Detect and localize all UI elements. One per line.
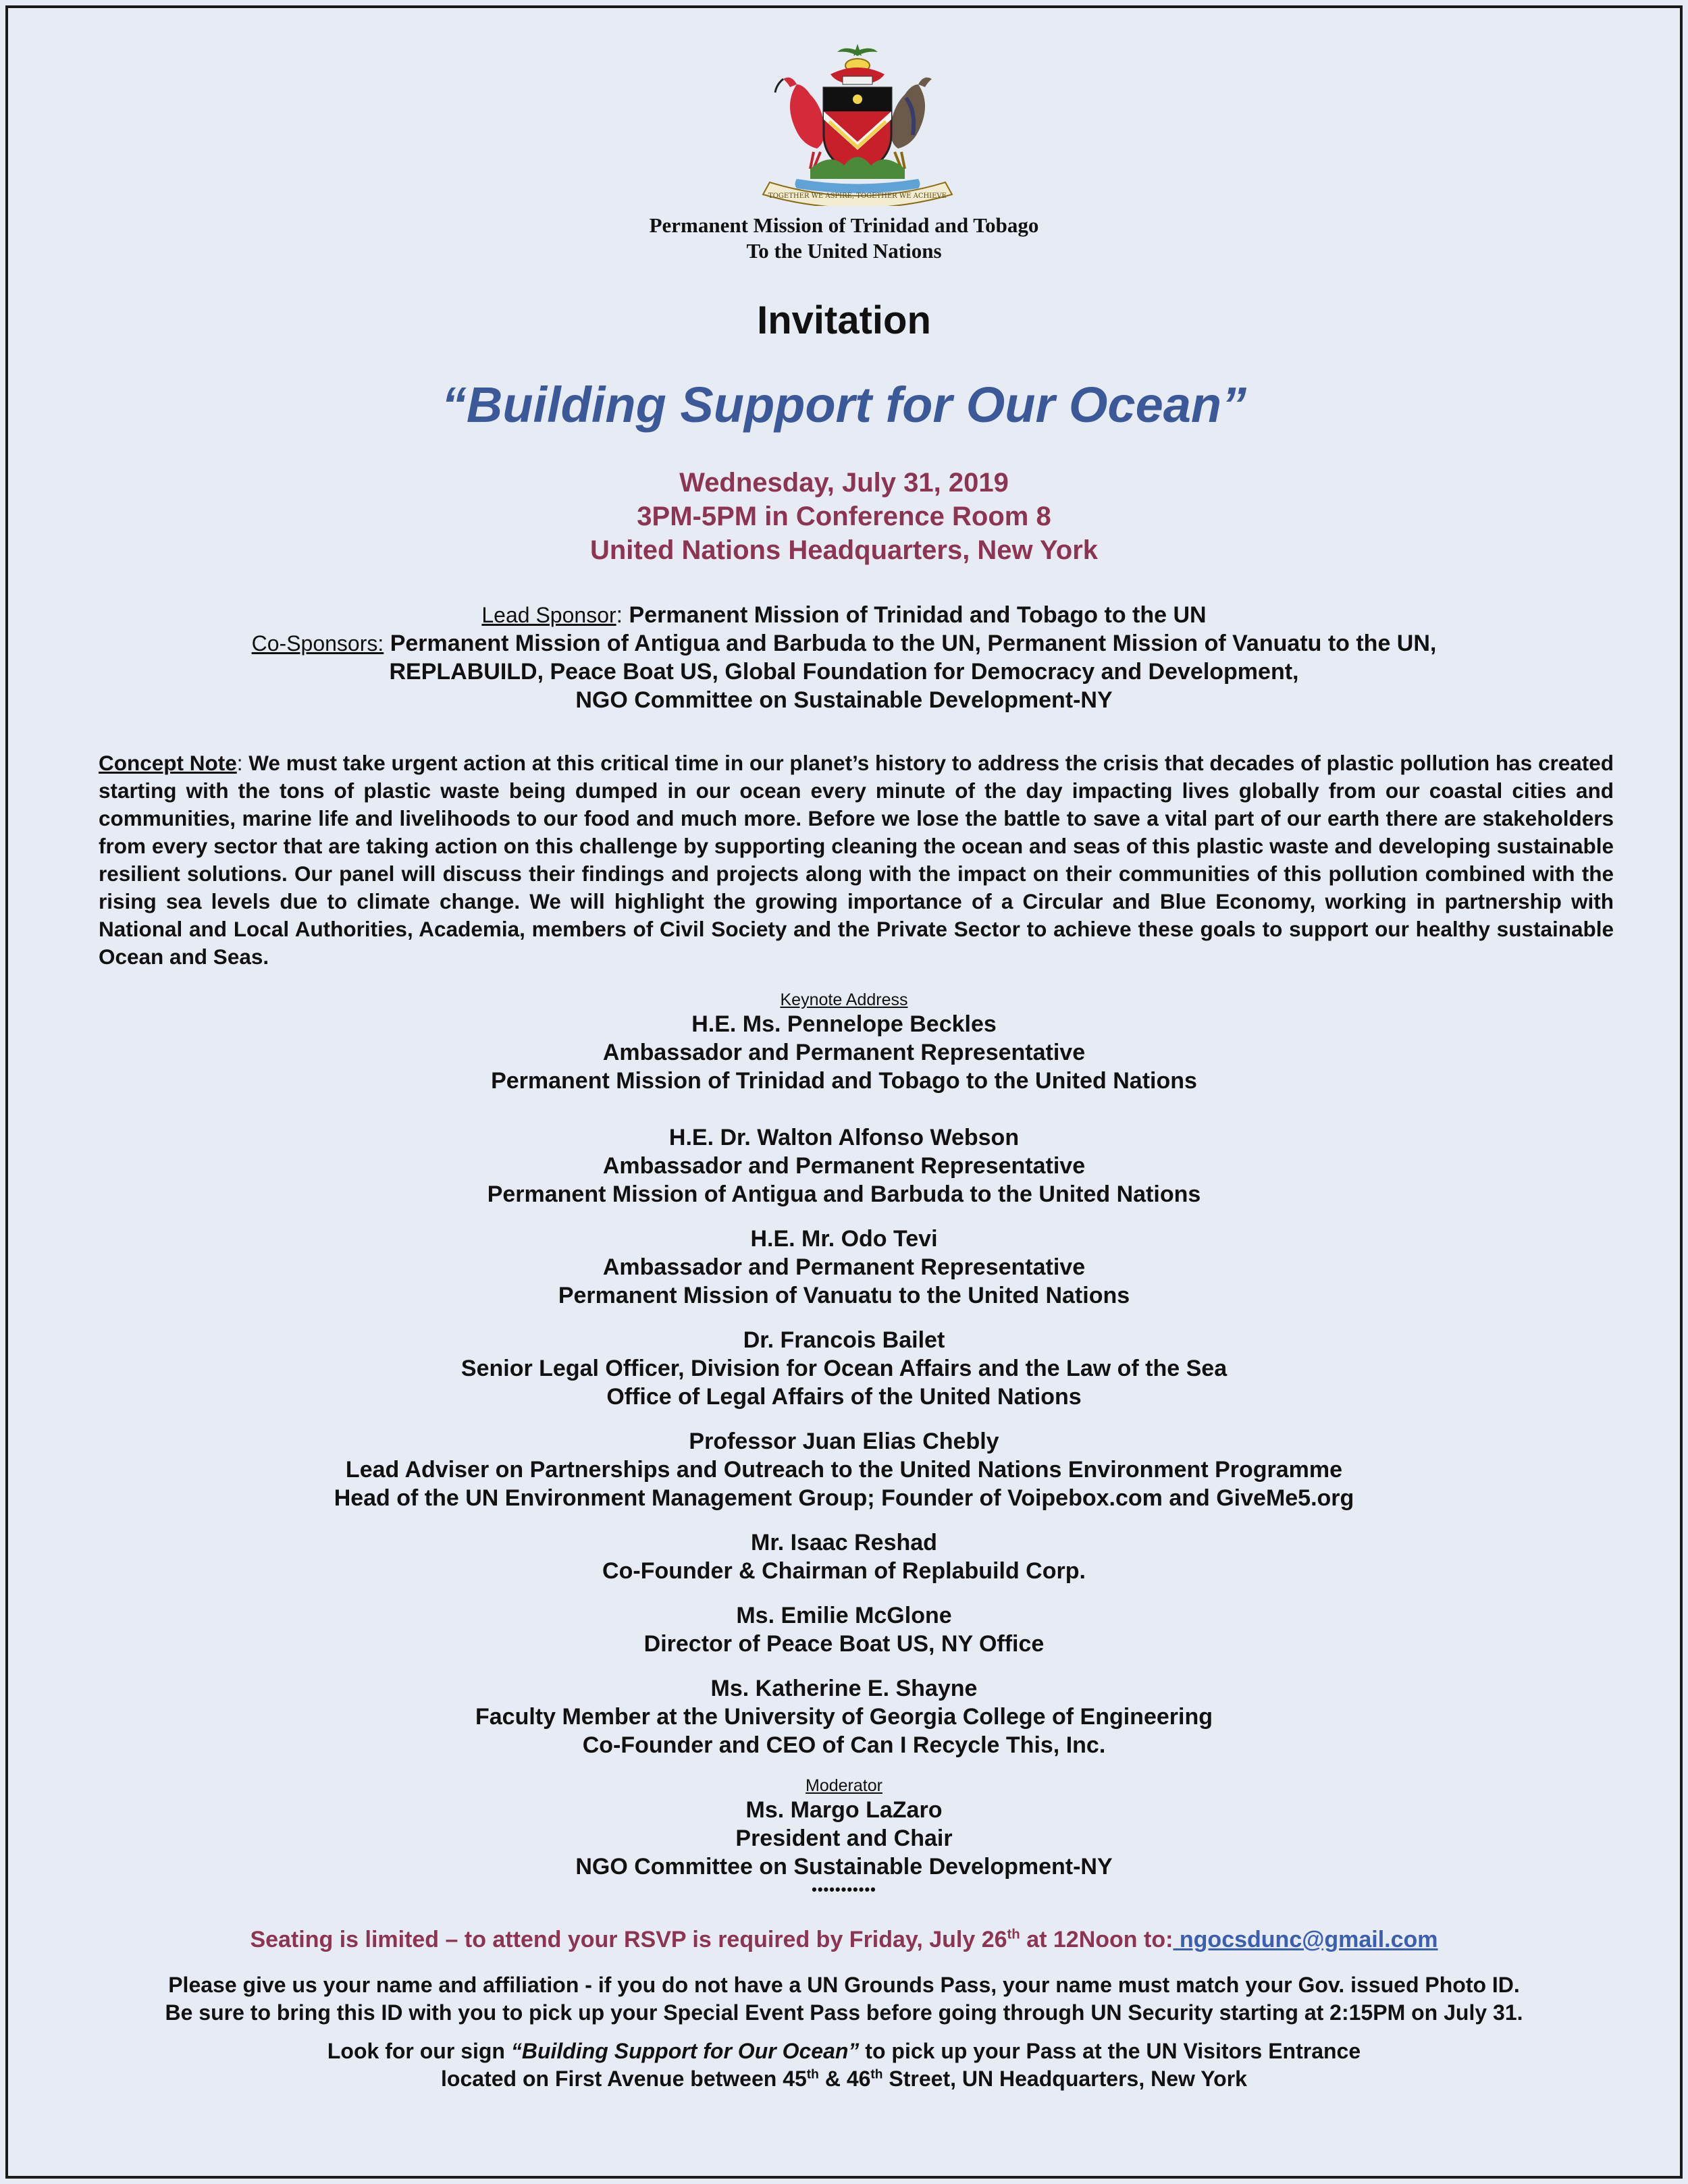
event-venue: United Nations Headquarters, New York xyxy=(589,535,1099,565)
id-notice xyxy=(0,1971,1688,2027)
speaker-line: Ms. Katherine E. Shayne xyxy=(710,1676,978,1701)
notice-line-1: Please give us your name and affiliation - if you do not have a UN Grounds Pass, your name must match your Gov. issued Photo ID. xyxy=(168,1973,1520,1997)
speaker-line: Co-Founder & Chairman of Replabuild Corp. xyxy=(602,1558,1086,1584)
sign-loc-b: & 46 xyxy=(818,2067,871,2091)
sign-line-2 xyxy=(0,2065,1688,2093)
speaker-line: Co-Founder and CEO of Can I Recycle This, Inc. xyxy=(582,1732,1106,1758)
separator-dots: ••••••••••• xyxy=(812,1881,876,1898)
keynote-speaker xyxy=(0,1010,1688,1095)
event-details xyxy=(0,466,1688,567)
co-sponsors-line-1 xyxy=(0,629,1688,658)
sign-line-1 xyxy=(0,2037,1688,2065)
moderator-block xyxy=(0,1796,1688,1881)
mission-header xyxy=(0,213,1688,264)
sign-suffix: to pick up your Pass at the UN Visitors Entrance xyxy=(859,2039,1361,2063)
speaker-line: Ambassador and Permanent Representative xyxy=(602,1153,1086,1179)
speaker-block xyxy=(0,1326,1688,1411)
sponsors-section xyxy=(0,601,1688,714)
sign-sup-b: th xyxy=(870,2067,883,2082)
co-sponsors-label: Co-Sponsors: xyxy=(251,631,384,656)
event-time-room: 3PM-5PM in Conference Room 8 xyxy=(637,502,1051,531)
sign-directions xyxy=(0,2037,1688,2093)
speaker-line: Ambassador and Permanent Representative xyxy=(602,1254,1086,1280)
sign-loc-c: Street, UN Headquarters, New York xyxy=(882,2067,1247,2091)
speaker-line: Ms. Emilie McGlone xyxy=(736,1603,952,1628)
rsvp-email-link[interactable]: ngocsdunc@gmail.com xyxy=(1173,1927,1438,1952)
rsvp-sup: th xyxy=(1007,1927,1020,1942)
keynote-label: Keynote Address xyxy=(780,990,908,1009)
sign-loc-a: located on First Avenue between 45 xyxy=(441,2067,807,2091)
speaker-line: Director of Peace Boat US, NY Office xyxy=(643,1631,1045,1657)
moderator-label: Moderator xyxy=(806,1776,882,1795)
speaker-line: H.E. Dr. Walton Alfonso Webson xyxy=(668,1125,1020,1150)
co-sponsors-line-3: NGO Committee on Sustainable Development-NY xyxy=(575,687,1113,713)
sign-title: “Building Support for Our Ocean” xyxy=(510,2039,860,2063)
rsvp-time: at 12Noon to: xyxy=(1020,1927,1173,1952)
moderator-line: Ms. Margo LaZaro xyxy=(745,1797,943,1823)
mission-line-2: To the United Nations xyxy=(746,239,942,263)
concept-note-text: We must take urgent action at this critical time in our planet’s history to address the crisis that decades of plastic pollution has created starting with the tons of plastic waste being dumped in our ocean every minute of the day impacting lives globally from our coastal cities and communities, marine life and livelihoods to our food and much more. Before we lose the battle to save a vital part of our earth there are stakeholders from every sector that are taking action on this challenge by supporting cleaning the ocean and seas of this plastic waste and developing sustainable resilient solutions. Our panel will discuss their findings and projects along with the impact on their communities of this pollution combined with the rising sea levels due to climate change. We will highlight the growing importance of a Circular and Blue Economy, working in partnership with National and Local Authorities, Academia, members of Civil Society and the Private Sector to achieve these goals to support our healthy sustainable Ocean and Seas. xyxy=(99,751,1614,969)
event-title: “Building Support for Our Ocean” xyxy=(441,377,1247,433)
lead-sponsor-label: Lead Sponsor xyxy=(481,603,616,627)
speaker-block xyxy=(0,1528,1688,1585)
coat-of-arms-icon xyxy=(756,37,959,206)
speaker-block xyxy=(0,1427,1688,1512)
co-sponsors-text-1: Permanent Mission of Antigua and Barbuda to the UN, Permanent Mission of Vanuatu to the UN, xyxy=(390,631,1437,656)
speaker-line: H.E. Ms. Pennelope Beckles xyxy=(691,1011,997,1037)
speaker-block xyxy=(0,1674,1688,1759)
speaker-line: Mr. Isaac Reshad xyxy=(751,1530,937,1555)
speaker-block xyxy=(0,1123,1688,1208)
mission-line-1: Permanent Mission of Trinidad and Tobago xyxy=(649,213,1039,237)
speaker-line: Office of Legal Affairs of the United Nations xyxy=(606,1384,1082,1410)
rsvp-text: Seating is limited – to attend your RSVP is required by Friday, July 26 xyxy=(250,1927,1007,1952)
speaker-block xyxy=(0,1601,1688,1658)
speaker-line: Senior Legal Officer, Division for Ocean Affairs and the Law of the Sea xyxy=(460,1356,1228,1381)
speakers-section xyxy=(0,990,1688,1897)
speaker-line: Dr. Francois Bailet xyxy=(743,1327,945,1353)
speaker-line: Permanent Mission of Antigua and Barbuda to the United Nations xyxy=(487,1181,1201,1207)
sign-prefix: Look for our sign xyxy=(327,2039,511,2063)
speaker-line: Professor Juan Elias Chebly xyxy=(689,1429,999,1454)
co-sponsors-line-2: REPLABUILD, Peace Boat US, Global Foundation for Democracy and Development, xyxy=(389,659,1299,685)
speaker-line: Permanent Mission of Trinidad and Tobago to the United Nations xyxy=(491,1068,1197,1094)
lead-sponsor-value: Permanent Mission of Trinidad and Tobago to the UN xyxy=(629,602,1207,628)
moderator-line: NGO Committee on Sustainable Development-NY xyxy=(575,1854,1113,1880)
speaker-line: Head of the UN Environment Management Group; Founder of Voipebox.com and GiveMe5.org xyxy=(334,1485,1354,1511)
speaker-block xyxy=(0,1225,1688,1310)
svg-text:TOGETHER WE ASPIRE, TOGETHER W: TOGETHER WE ASPIRE, TOGETHER WE ACHIEVE xyxy=(768,192,947,200)
speaker-line: Faculty Member at the University of Georgia College of Engineering xyxy=(475,1704,1213,1730)
speaker-line: Permanent Mission of Vanuatu to the United Nations xyxy=(558,1283,1130,1308)
notice-line-2: Be sure to bring this ID with you to pick up your Special Event Pass before going through UN Security starting at 2:15PM on July 31. xyxy=(165,2000,1523,2025)
speaker-line: Ambassador and Permanent Representative xyxy=(602,1040,1086,1065)
concept-note: Concept Note: We must take urgent action at this critical time in our planet’s history to address the crisis that decades of plastic pollution has created starting with the tons of plastic waste being dumped in our ocean every minute of the day impacting lives globally from our coastal cities and communities, marine life and livelihoods to our food and much more. Before we lose the battle to save a vital part of our earth there are stakeholders from every sector that are taking action on this challenge by supporting cleaning the ocean and seas of this plastic waste and developing sustainable resilient solutions. Our panel will discuss their findings and projects along with the impact on their communities of this pollution combined with the rising sea levels due to climate change. We will highlight the growing importance of a Circular and Blue Economy, working in partnership with National and Local Authorities, Academia, members of Civil Society and the Private Sector to achieve these goals to support our healthy sustainable Ocean and Seas. xyxy=(99,751,1614,969)
concept-note-label: Concept Note xyxy=(99,751,237,775)
speaker-line: H.E. Mr. Odo Tevi xyxy=(750,1226,938,1252)
sign-sup-a: th xyxy=(806,2067,819,2082)
rsvp-line xyxy=(0,1925,1688,1954)
lead-sponsor-line: Lead Sponsor: Permanent Mission of Trinidad and Tobago to the UN xyxy=(481,602,1207,628)
invitation-heading: Invitation xyxy=(757,298,931,342)
speaker-line: Lead Adviser on Partnerships and Outreach to the United Nations Environment Programme xyxy=(345,1457,1343,1483)
event-date: Wednesday, July 31, 2019 xyxy=(679,468,1009,498)
moderator-line: President and Chair xyxy=(735,1826,953,1851)
